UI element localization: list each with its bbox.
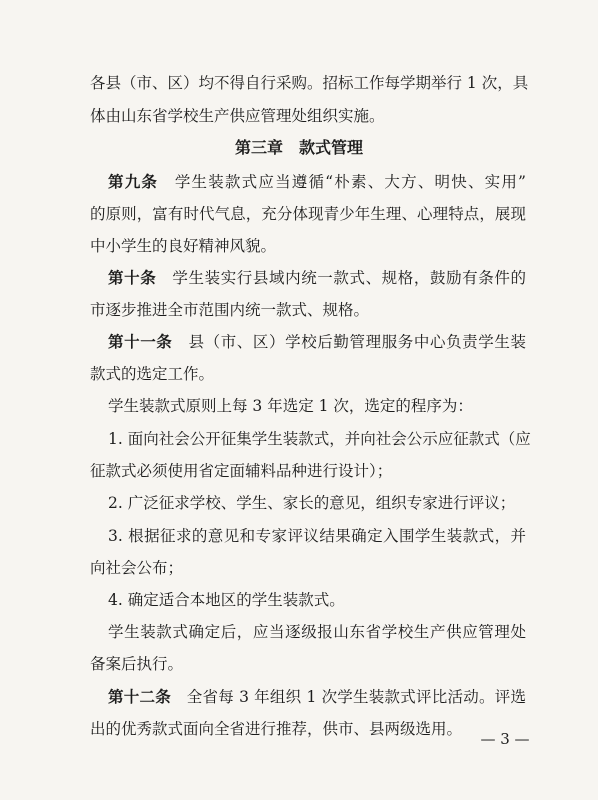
text-line: 市逐步推进全市范围内统一款式、规格。 (90, 301, 370, 319)
list-item-line: 征款式必须使用省定面辅料品种进行设计）； (90, 462, 393, 480)
text-line: 学生装款式原则上每 3 年选定 1 次，选定的程序为： (108, 397, 473, 415)
text-line: 学生装款式确定后，应当逐级报山东省学校生产供应管理处 (108, 623, 526, 641)
list-item-line: 2. 广泛征求学校、学生、家长的意见，组织专家进行评议； (108, 494, 516, 512)
article-first-line (108, 332, 526, 352)
text-span: 全省每 3 年组织 1 次学生装款式评比活动。评选 (186, 688, 526, 706)
article-label: 第九条 (108, 172, 159, 191)
page-number: — 3 — (480, 730, 530, 748)
text-line: 款式的选定工作。 (90, 365, 215, 383)
text-line: 体由山东省学校生产供应管理处组织实施。 (90, 107, 385, 125)
text-line: 中小学生的良好精神风貌。 (90, 237, 277, 255)
article-first-line (108, 268, 526, 288)
text-line: 出的优秀款式面向全省进行推荐，供市、县两级选用。 (90, 720, 463, 738)
list-item-line: 向社会公布； (90, 559, 184, 577)
article-label: 第十二条 (108, 687, 171, 706)
article-label: 第十一条 (108, 332, 173, 351)
text-line: 备案后执行。 (90, 655, 184, 673)
article-first-line (108, 172, 526, 192)
list-item-line: 1. 面向社会公开征集学生装款式，并向社会公示应征款式（应 (108, 430, 531, 448)
text-span: 学生装实行县域内统一款式、规格，鼓励有条件的 (172, 269, 526, 287)
text-line: 的原则，富有时代气息，充分体现青少年生理、心理特点，展现 (90, 205, 526, 223)
list-item-line: 3. 根据征求的意见和专家评议结果确定入围学生装款式，并 (108, 527, 526, 545)
text-span: 学生装款式应当遵循“朴素、大方、明快、实用” (174, 173, 526, 191)
text-span: 县（市、区）学校后勤管理服务中心负责学生装 (188, 333, 526, 351)
list-item-line: 4. 确定适合本地区的学生装款式。 (108, 591, 345, 609)
article-first-line (108, 687, 526, 707)
chapter-heading: 第三章 款式管理 (234, 138, 363, 157)
text-line: 各县（市、区）均不得自行采购。招标工作每学期举行 1 次，具 (90, 74, 529, 92)
article-label: 第十条 (108, 268, 157, 287)
